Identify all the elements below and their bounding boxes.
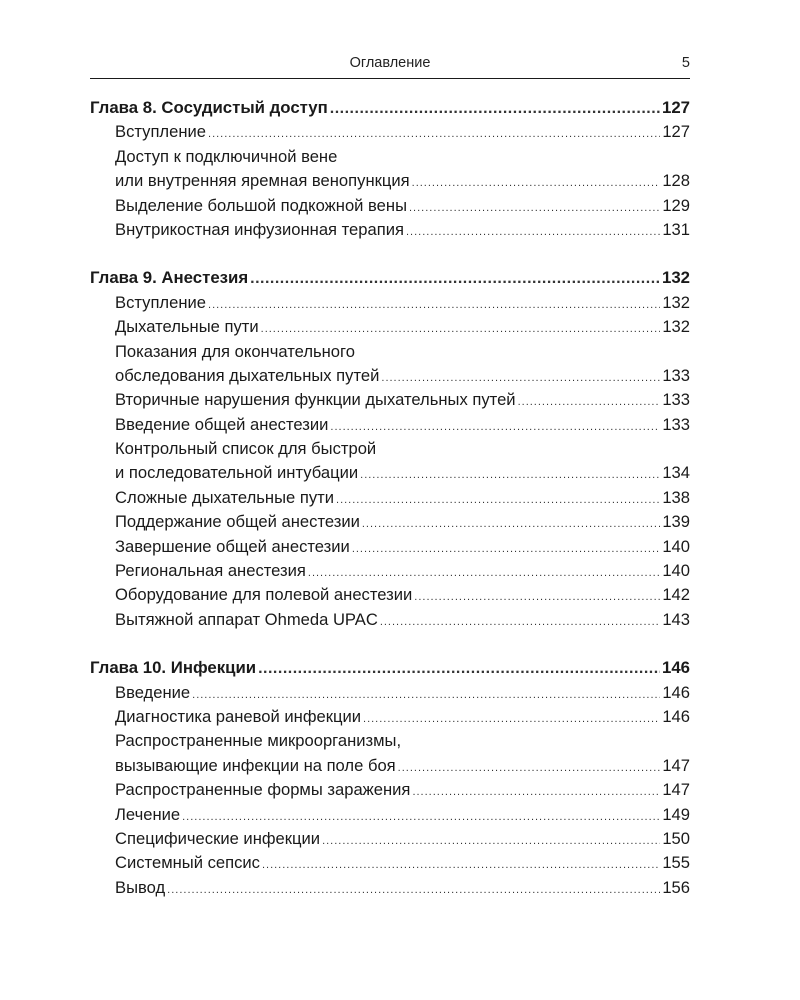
dot-leader bbox=[398, 756, 661, 780]
toc-entry-title: Выделение большой подкожной вены bbox=[115, 195, 407, 215]
dot-leader bbox=[192, 683, 660, 707]
toc-entry-page-number: 150 bbox=[662, 828, 690, 848]
toc-entry-page-number: 132 bbox=[662, 317, 690, 337]
dot-leader bbox=[363, 707, 660, 731]
chapter-page-number: 127 bbox=[662, 98, 690, 117]
toc-entry-title: Сложные дыхательные пути bbox=[115, 487, 335, 507]
toc-entry-title: Вытяжной аппарат Ohmeda UPAC bbox=[115, 609, 378, 629]
toc-entry[interactable] bbox=[90, 169, 690, 193]
toc-entry[interactable] bbox=[90, 778, 690, 802]
toc-entry-title: Системный сепсис bbox=[115, 853, 260, 873]
dot-leader bbox=[336, 488, 660, 512]
toc-entry[interactable] bbox=[90, 608, 690, 632]
toc-entry[interactable] bbox=[90, 340, 690, 364]
dot-leader bbox=[322, 829, 660, 853]
chapter-heading[interactable] bbox=[90, 266, 690, 290]
toc-entry[interactable] bbox=[90, 851, 690, 875]
toc-entry[interactable] bbox=[90, 729, 690, 753]
toc-entry[interactable] bbox=[90, 876, 690, 900]
chapter-block bbox=[90, 96, 690, 242]
toc-entry[interactable] bbox=[90, 194, 690, 218]
chapter-title: Глава 10. Инфекции bbox=[90, 658, 257, 678]
toc-entry-page-number: 149 bbox=[662, 804, 690, 824]
toc-entry-title: Поддержание общей анестезии bbox=[115, 512, 360, 532]
toc-entry-title: и последовательной интубации bbox=[115, 463, 359, 483]
toc-entry-page-number: 140 bbox=[662, 536, 690, 556]
dot-leader bbox=[208, 293, 660, 317]
chapter-title: Глава 8. Сосудистый доступ bbox=[90, 98, 328, 117]
toc-entry-page-number: 133 bbox=[662, 365, 690, 385]
toc-entry[interactable] bbox=[90, 388, 690, 412]
running-header bbox=[90, 52, 690, 79]
toc-entry-title: Специфические инфекции bbox=[115, 828, 321, 848]
chapter-page-number: 146 bbox=[662, 658, 690, 678]
running-header-title: Оглавление bbox=[349, 55, 431, 71]
dot-leader bbox=[360, 463, 660, 487]
toc-entry-title: Контрольный список для быстрой bbox=[115, 439, 377, 459]
toc-entry[interactable] bbox=[90, 803, 690, 827]
toc-entry-title: Лечение bbox=[115, 804, 181, 824]
toc-entry-page-number: 129 bbox=[662, 195, 690, 215]
toc-entry[interactable] bbox=[90, 827, 690, 851]
toc-entry-title: Доступ к подключичной вене bbox=[115, 146, 338, 166]
chapter-heading[interactable] bbox=[90, 96, 690, 120]
toc-entry-title: Диагностика раневой инфекции bbox=[115, 706, 362, 726]
dot-leader bbox=[412, 780, 660, 804]
dot-leader bbox=[406, 220, 660, 244]
dot-leader bbox=[330, 97, 660, 121]
toc-entry-title: Введение общей анестезии bbox=[115, 414, 329, 434]
toc-entry-title: Вступление bbox=[115, 292, 207, 312]
dot-leader bbox=[362, 512, 660, 536]
toc-entry-page-number: 131 bbox=[662, 219, 690, 239]
toc-entry-page-number: 147 bbox=[662, 780, 690, 800]
toc-entry[interactable] bbox=[90, 291, 690, 315]
toc-entry[interactable] bbox=[90, 145, 690, 169]
toc-entry[interactable] bbox=[90, 413, 690, 437]
toc-entry[interactable] bbox=[90, 486, 690, 510]
toc-entry-page-number: 140 bbox=[662, 561, 690, 581]
toc-entry-page-number: 133 bbox=[662, 414, 690, 434]
toc-entry-title: Оборудование для полевой анестезии bbox=[115, 585, 413, 605]
toc-entry-page-number: 128 bbox=[662, 171, 690, 191]
dot-leader bbox=[518, 390, 661, 414]
toc-entry-title: Завершение общей анестезии bbox=[115, 536, 350, 556]
toc-entry-page-number: 147 bbox=[662, 755, 690, 775]
toc-entry[interactable] bbox=[90, 218, 690, 242]
dot-leader bbox=[208, 122, 660, 146]
toc-entry-title: или внутренняя яремная венопункция bbox=[115, 171, 410, 191]
dot-leader bbox=[409, 196, 660, 220]
toc-entry[interactable] bbox=[90, 559, 690, 583]
dot-leader bbox=[182, 805, 660, 829]
dot-leader bbox=[330, 415, 660, 439]
chapter-block bbox=[90, 656, 690, 900]
toc-entry-title: Вступление bbox=[115, 122, 207, 142]
toc-entry-title: Введение bbox=[115, 682, 191, 702]
dot-leader bbox=[380, 610, 661, 634]
toc-entry[interactable] bbox=[90, 583, 690, 607]
toc-entry[interactable] bbox=[90, 461, 690, 485]
chapter-title: Глава 9. Анестезия bbox=[90, 268, 249, 288]
toc-entry[interactable] bbox=[90, 437, 690, 461]
toc-entry-page-number: 155 bbox=[662, 853, 690, 873]
dot-leader bbox=[414, 585, 660, 609]
toc-entry-title: Вывод bbox=[115, 877, 166, 897]
dot-leader bbox=[261, 317, 661, 341]
dot-leader bbox=[308, 561, 660, 585]
toc-entry-page-number: 139 bbox=[662, 512, 690, 532]
page-number: 5 bbox=[681, 55, 690, 71]
toc-entry[interactable] bbox=[90, 681, 690, 705]
toc-entry[interactable] bbox=[90, 510, 690, 534]
toc-entry[interactable] bbox=[90, 364, 690, 388]
toc-entry-page-number: 132 bbox=[662, 292, 690, 312]
toc-entry-page-number: 134 bbox=[662, 463, 690, 483]
toc-entry[interactable] bbox=[90, 315, 690, 339]
dot-leader bbox=[352, 537, 661, 561]
toc-entry-page-number: 127 bbox=[662, 122, 690, 142]
toc-entry-page-number: 146 bbox=[662, 706, 690, 726]
dot-leader bbox=[381, 366, 660, 390]
toc-entry-page-number: 133 bbox=[662, 390, 690, 410]
toc-entry-title: Показания для окончательного bbox=[115, 341, 355, 361]
toc-entry-page-number: 138 bbox=[662, 487, 690, 507]
toc-entry-page-number: 142 bbox=[662, 585, 690, 605]
toc-entry-title: Распространенные микроорганизмы, bbox=[115, 731, 402, 751]
table-of-contents bbox=[90, 96, 690, 924]
toc-entry-page-number: 156 bbox=[662, 877, 690, 897]
toc-entry[interactable] bbox=[90, 754, 690, 778]
toc-entry-title: Внутрикостная инфузионная терапия bbox=[115, 219, 404, 239]
dot-leader bbox=[412, 171, 661, 195]
toc-entry-title: Региональная анестезия bbox=[115, 561, 306, 581]
toc-entry-page-number: 146 bbox=[662, 682, 690, 702]
dot-leader bbox=[262, 853, 660, 877]
toc-entry[interactable] bbox=[90, 120, 690, 144]
dot-leader bbox=[167, 878, 660, 902]
toc-entry-title: Дыхательные пути bbox=[115, 317, 259, 337]
chapter-block bbox=[90, 266, 690, 632]
toc-entry[interactable] bbox=[90, 705, 690, 729]
toc-entry[interactable] bbox=[90, 535, 690, 559]
chapter-page-number: 132 bbox=[662, 268, 690, 288]
toc-entry-title: Вторичные нарушения функции дыхательных путей bbox=[115, 390, 516, 410]
dot-leader bbox=[258, 657, 660, 681]
toc-entry-title: обследования дыхательных путей bbox=[115, 365, 380, 385]
toc-entry-page-number: 143 bbox=[662, 609, 690, 629]
chapter-heading[interactable] bbox=[90, 656, 690, 680]
toc-entry-title: вызывающие инфекции на поле боя bbox=[115, 755, 396, 775]
dot-leader bbox=[250, 267, 660, 291]
toc-entry-title: Распространенные формы заражения bbox=[115, 780, 411, 800]
